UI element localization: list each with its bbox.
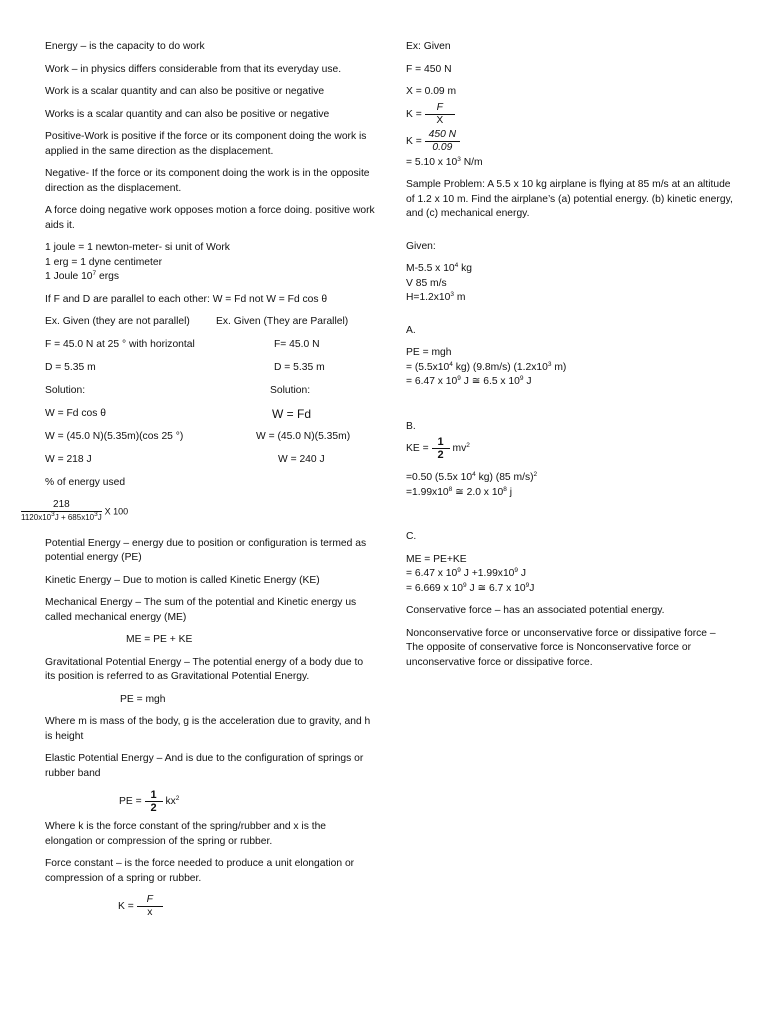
example-formula-row bbox=[45, 407, 375, 422]
force-value: F = 450 N bbox=[406, 63, 452, 75]
positive-work-definition: Positive-Work is positive if the force or its component doing the work is applied in the same direction as the displacement. bbox=[45, 131, 367, 157]
given-label: Given: bbox=[406, 240, 436, 252]
velocity-given: V 85 m/s bbox=[406, 277, 447, 289]
work-definition: Work – in physics differs considerable from that its everyday use. bbox=[45, 63, 342, 75]
ke-result: $=1.99x10^8$ ≅ 2.0 x $10^8$ j bbox=[406, 485, 513, 498]
force-not-parallel: F = 45.0 N at 25 ° with horizontal bbox=[45, 339, 195, 350]
ke-substitution: =0.50 (5.5x $10^4$ kg) (85 m/s)$^2$ bbox=[406, 471, 538, 483]
example-result-row bbox=[45, 453, 375, 468]
height-given: $H=1.2x10^3$ m bbox=[406, 291, 466, 303]
elastic-pe-formula: PE = $\frac{1}{2}$ $kx^2$ bbox=[119, 789, 180, 814]
part-a-label: A. bbox=[406, 324, 416, 336]
example-given: Ex: Given bbox=[406, 41, 451, 52]
me-formula-right: ME = PE+KE bbox=[406, 553, 467, 565]
me-formula: ME = PE + KE bbox=[126, 634, 193, 645]
example-headers bbox=[45, 315, 375, 330]
example-not-parallel-header: Ex. Given (they are not parallel) bbox=[45, 316, 190, 327]
mgh-explanation: Where m is mass of the body, g is the acceleration due to gravity, and h is height bbox=[45, 716, 371, 742]
percent-numerator: 218 bbox=[21, 499, 102, 512]
mechanical-energy-definition: Mechanical Energy – The sum of the potential and Kinetic energy us called mechanical energy (ME) bbox=[45, 597, 357, 623]
unit-erg: 1 erg = 1 dyne centimeter bbox=[45, 256, 163, 268]
left-column bbox=[21, 40, 375, 919]
x-value: X = 0.09 m bbox=[406, 86, 457, 97]
example-parallel-header: Ex. Given (They are Parallel) bbox=[216, 316, 349, 327]
force-opposes-note: A force doing negative work opposes motion a force doing. positive work aids it. bbox=[45, 205, 375, 231]
work-result-a: W = 218 J bbox=[45, 454, 92, 465]
right-column bbox=[406, 40, 736, 678]
solution-label-b: Solution: bbox=[270, 385, 311, 396]
k-explanation: Where k is the force constant of the spring/rubber and x is the elongation or compression of the spring or rubber. bbox=[45, 821, 327, 847]
pe-formula: PE = mgh bbox=[120, 693, 166, 705]
work-scalar-note: Work is a scalar quantity and can also be positive or negative bbox=[45, 86, 325, 97]
negative-work-definition: Negative- If the force or its component doing the work is in the opposite direction as the displacement. bbox=[45, 168, 370, 194]
percent-energy-formula bbox=[21, 499, 351, 529]
pe-result: = 6.47 x $10^9$ J ≅ 6.5 x $10^9$ J bbox=[406, 375, 532, 387]
unit-joule: 1 joule = 1 newton-meter- si unit of Work bbox=[45, 242, 230, 253]
force-constant-definition: Force constant – is the force needed to produce a unit elongation or compression of a spring or rubber. bbox=[45, 858, 355, 884]
me-result: = 6.669 x $10^9$ J ≅ 6.7 x $10^9J$ bbox=[406, 581, 535, 594]
pe-substitution: = ($5.5x10^4$ kg) (9.8m/s) ($1.2x10^3$ m) bbox=[406, 360, 567, 373]
displacement-parallel: D = 5.35 m bbox=[274, 362, 325, 373]
k-formula-symbolic: K = $\frac{F}{X}$ bbox=[406, 102, 736, 127]
conservative-force-definition: Conservative force – has an associated potential energy. bbox=[406, 605, 665, 616]
k-formula: K = $\frac{F}{x}$ bbox=[45, 894, 375, 919]
parallel-rule: If F and D are parallel to each other: W = Fd not W = Fd cos θ bbox=[45, 293, 328, 305]
percent-energy-label: % of energy used bbox=[45, 477, 126, 488]
potential-energy-definition: Potential Energy – energy due to position or configuration is termed as potential energy (PE) bbox=[45, 537, 367, 563]
unit-joule-ergs: 1 Joule $10^7$ ergs bbox=[45, 270, 120, 282]
nonconservative-force-definition: Nonconservative force or unconservative force or dissipative force – The opposite of conservative force is Nonconservative force or unconservative force or dissipative force. bbox=[406, 627, 716, 668]
me-substitution: = 6.47 x $10^9$ $J +1.99x10^9$ J bbox=[406, 567, 527, 579]
kinetic-energy-definition: Kinetic Energy – Due to motion is called Kinetic Energy (KE) bbox=[45, 574, 320, 586]
example-force-row bbox=[45, 338, 375, 353]
works-scalar-note: Works is a scalar quantity and can also be positive or negative bbox=[45, 108, 330, 120]
part-b-label: B. bbox=[406, 420, 416, 432]
solution-label-a: Solution: bbox=[45, 385, 86, 396]
work-result-b: W = 240 J bbox=[278, 454, 325, 465]
elastic-pe-definition: Elastic Potential Energy – And is due to the configuration of springs or rubber band bbox=[45, 753, 364, 779]
gravitational-pe-definition: Gravitational Potential Energy – The potential energy of a body due to its position is referred to as Gravitational Potential Energy. bbox=[45, 656, 364, 682]
example-calc-row bbox=[45, 430, 375, 445]
sample-problem: Sample Problem: A 5.5 x 10 kg airplane is flying at 85 m/s at an altitude of 1.2 x 10 m. Find the airplane’s (a) potential energy. (b) kinetic energy, and (c) mechanical energy. bbox=[406, 179, 733, 219]
work-calc-cos: W = (45.0 N)(5.35m)(cos 25 °) bbox=[45, 431, 184, 442]
k-result: = 5.10 x $10^3$ N/m bbox=[406, 155, 483, 168]
work-formula-cos: W = Fd cos θ bbox=[45, 408, 106, 419]
work-formula-simple: W = Fd bbox=[272, 407, 312, 421]
work-calc-simple: W = (45.0 N)(5.35m) bbox=[256, 431, 351, 442]
example-solution-row bbox=[45, 384, 375, 399]
k-formula-values: K = $\frac{450 N}{0.09}$ bbox=[406, 129, 736, 154]
example-displacement-row bbox=[45, 361, 375, 376]
part-c-label: C. bbox=[406, 531, 417, 542]
percent-multiplier: X 100 bbox=[104, 506, 129, 516]
pe-mgh: PE = mgh bbox=[406, 347, 452, 358]
ke-formula: KE = $\frac{1}{2}$ $mv^2$ bbox=[406, 436, 470, 461]
energy-definition: Energy – is the capacity to do work bbox=[45, 41, 205, 52]
percent-denominator: $1120x10^3J + 685x10^3J$ bbox=[21, 510, 102, 522]
force-parallel: F= 45.0 N bbox=[274, 339, 320, 350]
displacement-not-parallel: D = 5.35 m bbox=[45, 362, 96, 373]
mass-given: M-5.5 x $10^4$ kg bbox=[406, 262, 473, 274]
